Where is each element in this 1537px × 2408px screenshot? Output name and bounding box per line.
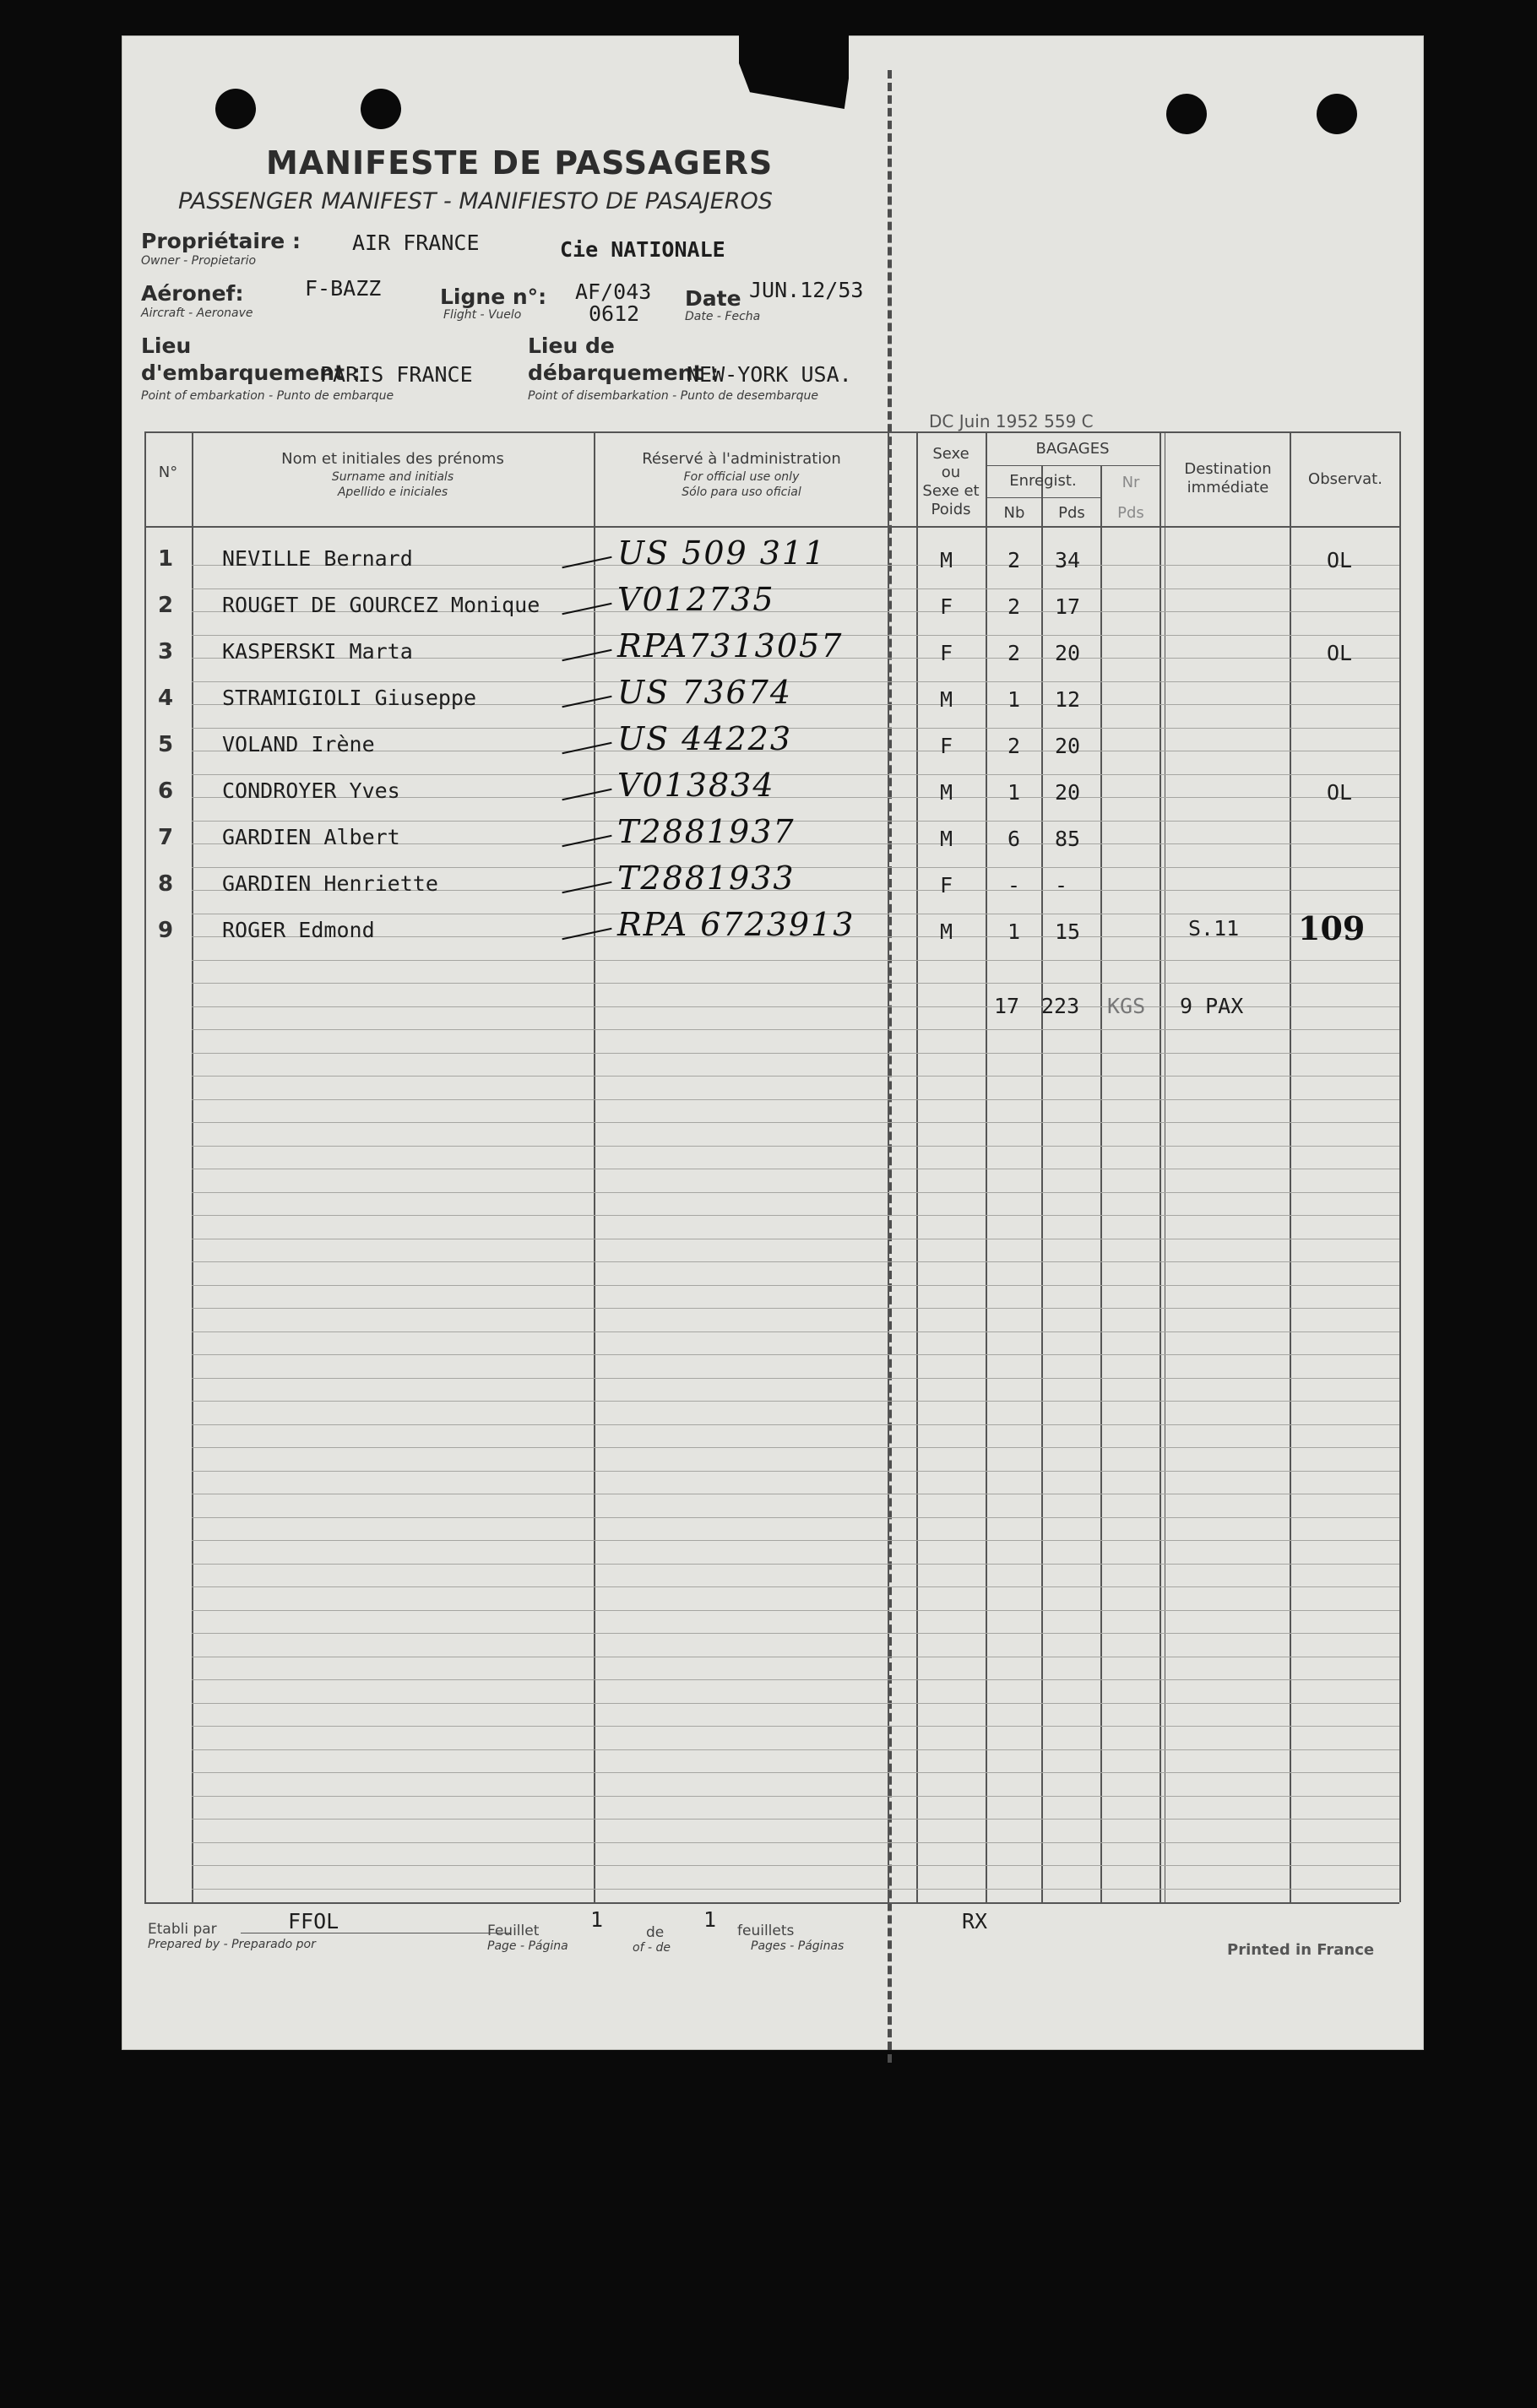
total-unit: KGS xyxy=(1107,994,1146,1018)
handwritten-tick xyxy=(562,789,611,800)
passenger-number: 1 xyxy=(158,546,174,572)
row-rule xyxy=(192,1517,1399,1518)
passenger-number: 9 xyxy=(158,918,174,943)
col-header-nr: Nr xyxy=(1122,474,1140,491)
sheets-sublabel: Pages - Páginas xyxy=(751,1939,845,1953)
col-border-10 xyxy=(1290,431,1291,1902)
rx-mark: RX xyxy=(962,1909,988,1933)
sheet-value: 1 xyxy=(590,1907,604,1932)
table-bottom-border xyxy=(144,1902,1399,1904)
passenger-name: NEVILLE Bernard xyxy=(222,546,413,571)
disembark-label-1: Lieu de xyxy=(528,334,615,358)
passenger-name: GARDIEN Albert xyxy=(222,825,400,849)
baggage-count: 2 xyxy=(1007,641,1021,665)
passenger-name: STRAMIGIOLI Giuseppe xyxy=(222,686,477,710)
col-header-admin-es: Sólo para uso oficial xyxy=(682,485,801,499)
col-header-sex-2: ou xyxy=(941,464,961,481)
handwritten-tick xyxy=(562,603,611,615)
col-header-admin: Réservé à l'administration xyxy=(642,450,841,468)
baggage-count: 2 xyxy=(1007,734,1021,758)
observation: OL xyxy=(1327,641,1353,665)
disembark-label-2: débarquement : xyxy=(528,361,720,385)
binder-tab xyxy=(739,33,849,109)
passport-number: RPA 6723913 xyxy=(617,906,855,943)
embark-label-1: Lieu xyxy=(141,334,192,358)
observation: OL xyxy=(1327,548,1353,572)
date-label: Date xyxy=(685,286,741,311)
disembark-value: NEW-YORK USA. xyxy=(687,362,852,387)
sheet-label: Feuillet xyxy=(487,1923,540,1939)
owner-label: Propriétaire : xyxy=(141,229,301,253)
page-subtitle: PASSENGER MANIFEST - MANIFIESTO DE PASAJEROS xyxy=(178,188,773,214)
row-rule xyxy=(192,1679,1399,1680)
col-border-0 xyxy=(144,431,146,1902)
handwritten-tick xyxy=(562,835,611,847)
row-rule xyxy=(192,1703,1399,1704)
row-rule xyxy=(192,960,1399,961)
col-header-sex-4: Poids xyxy=(931,501,971,518)
prepared-value: FFOL xyxy=(288,1909,339,1933)
row-rule xyxy=(192,1331,1399,1332)
aircraft-label: Aéronef: xyxy=(141,281,244,306)
owner-value: AIR FRANCE xyxy=(352,230,480,255)
handwritten-tick xyxy=(562,696,611,708)
col-header-pds: Pds xyxy=(1058,504,1085,522)
of-sublabel: of - de xyxy=(633,1941,671,1955)
flight-value: AF/043 xyxy=(575,279,652,304)
row-rule xyxy=(192,1772,1399,1773)
table-header-bottom xyxy=(144,526,1399,528)
sheets-label: feuillets xyxy=(737,1923,795,1939)
row-rule xyxy=(192,1749,1399,1750)
passport-number: T2881933 xyxy=(617,860,796,897)
owner-sublabel: Owner - Propietario xyxy=(141,254,257,268)
row-rule xyxy=(192,1285,1399,1286)
row-rule xyxy=(192,728,1399,729)
passenger-sex: M xyxy=(940,827,953,851)
baggage-count: 1 xyxy=(1007,780,1021,805)
table-top-border xyxy=(144,431,1399,433)
total-nb: 17 xyxy=(994,994,1020,1018)
baggage-weight: 17 xyxy=(1055,594,1081,619)
passenger-sex: F xyxy=(940,594,953,619)
passenger-sex: M xyxy=(940,548,953,572)
col-header-name-en: Surname and initials xyxy=(331,470,454,484)
date-sublabel: Date - Fecha xyxy=(685,310,761,323)
row-rule xyxy=(192,1540,1399,1541)
passport-number: T2881937 xyxy=(617,813,796,850)
row-rule xyxy=(192,1053,1399,1054)
passport-number: US 44223 xyxy=(617,720,793,757)
baggage-count: 2 xyxy=(1007,594,1021,619)
row-rule xyxy=(192,1726,1399,1727)
embark-sublabel: Point of embarkation - Punto de embarque xyxy=(141,389,394,403)
row-rule xyxy=(192,1610,1399,1611)
passenger-name: ROGER Edmond xyxy=(222,918,375,942)
embark-value: PARIS FRANCE xyxy=(320,362,473,387)
baggage-weight: 20 xyxy=(1055,734,1081,758)
col-header-sex-3: Sexe et xyxy=(922,482,980,500)
row-rule xyxy=(192,1564,1399,1565)
of-label: de xyxy=(646,1924,665,1941)
passenger-sex: M xyxy=(940,919,953,944)
baggage-count: - xyxy=(1007,873,1021,898)
col-border-4 xyxy=(916,431,918,1902)
disembark-sublabel: Point of disembarkation - Punto de desembarque xyxy=(528,389,818,403)
row-rule xyxy=(192,1215,1399,1216)
row-rule xyxy=(192,1354,1399,1355)
row-rule xyxy=(192,1471,1399,1472)
passenger-name: ROUGET DE GOURCEZ Monique xyxy=(222,593,540,617)
flight-label: Ligne n°: xyxy=(440,285,547,309)
passenger-name: GARDIEN Henriette xyxy=(222,871,438,896)
row-rule xyxy=(192,1146,1399,1147)
handwritten-tick xyxy=(562,556,611,568)
passenger-number: 8 xyxy=(158,871,174,897)
punch-hole-3 xyxy=(1166,94,1207,134)
flight-value-2: 0612 xyxy=(589,301,640,326)
embark-label-2: d'embarquement : xyxy=(141,361,361,385)
col-border-8 xyxy=(1160,431,1161,1902)
row-rule xyxy=(192,1889,1399,1890)
baggage-weight: 85 xyxy=(1055,827,1081,851)
row-rule xyxy=(192,1401,1399,1402)
row-rule xyxy=(192,1842,1399,1843)
sheet-sublabel: Page - Página xyxy=(487,1939,568,1953)
total-pax: 9 PAX xyxy=(1180,994,1244,1018)
col-header-admin-en: For official use only xyxy=(683,470,800,484)
prepared-sublabel: Prepared by - Preparado por xyxy=(148,1938,316,1951)
passenger-number: 7 xyxy=(158,825,174,850)
of-value: 1 xyxy=(703,1907,717,1932)
row-rule xyxy=(192,1586,1399,1587)
row-rule xyxy=(192,1424,1399,1425)
observation: OL xyxy=(1327,780,1353,805)
row-rule xyxy=(192,1029,1399,1030)
col-border-3 xyxy=(888,431,889,1902)
passport-number: RPA7313057 xyxy=(617,627,844,664)
passenger-number: 2 xyxy=(158,593,174,618)
handwritten-tick xyxy=(562,742,611,754)
passport-number: V012735 xyxy=(617,581,775,618)
col-header-name: Nom et initiales des prénoms xyxy=(281,450,504,468)
page-title: MANIFESTE DE PASSAGERS xyxy=(266,144,774,182)
punch-hole-2 xyxy=(361,89,401,129)
baggage-count: 2 xyxy=(1007,548,1021,572)
punch-hole-4 xyxy=(1317,94,1357,134)
col-header-destination: Destination xyxy=(1184,460,1272,478)
passenger-name: VOLAND Irène xyxy=(222,732,375,757)
row-rule xyxy=(192,588,1399,589)
row-rule xyxy=(192,1308,1399,1309)
baggage-count: 1 xyxy=(1007,687,1021,712)
passenger-number: 3 xyxy=(158,639,174,664)
passenger-number: 6 xyxy=(158,778,174,804)
col-header-observ: Observat. xyxy=(1308,470,1382,488)
row-rule xyxy=(192,867,1399,868)
row-rule xyxy=(192,1378,1399,1379)
manifest-sheet xyxy=(122,35,1424,2050)
aircraft-sublabel: Aircraft - Aeronave xyxy=(141,306,253,320)
passenger-number: 5 xyxy=(158,732,174,757)
row-rule xyxy=(192,1076,1399,1077)
col-header-nb: Nb xyxy=(1003,504,1025,522)
baggage-weight: 34 xyxy=(1055,548,1081,572)
baggage-header-divider xyxy=(986,465,1160,466)
col-header-name-es: Apellido e iniciales xyxy=(337,485,448,499)
row-rule xyxy=(192,983,1399,984)
row-rule xyxy=(192,821,1399,822)
observation: 109 xyxy=(1298,909,1366,947)
handwritten-tick xyxy=(562,649,611,661)
baggage-weight: 12 xyxy=(1055,687,1081,712)
baggage-count: 6 xyxy=(1007,827,1021,851)
row-rule xyxy=(192,1633,1399,1634)
col-header-nr-pds: Pds xyxy=(1117,504,1144,522)
passport-number: V013834 xyxy=(617,767,775,804)
col-border-1 xyxy=(192,431,193,1902)
passport-number: US 73674 xyxy=(617,674,793,711)
row-rule xyxy=(192,1261,1399,1262)
row-rule xyxy=(192,1099,1399,1100)
col-header-sex-1: Sexe xyxy=(932,445,969,463)
total-pds: 223 xyxy=(1041,994,1080,1018)
printed-in-france: Printed in France xyxy=(1227,1941,1375,1959)
punch-hole-1 xyxy=(215,89,256,129)
handwritten-tick xyxy=(562,928,611,940)
row-rule xyxy=(192,681,1399,682)
registered-header-divider xyxy=(986,497,1100,498)
baggage-count: 1 xyxy=(1007,919,1021,944)
col-border-11 xyxy=(1399,431,1401,1902)
prepared-label: Etabli par xyxy=(148,1921,217,1938)
row-rule xyxy=(192,1819,1399,1820)
passenger-number: 4 xyxy=(158,686,174,711)
baggage-weight: - xyxy=(1055,873,1068,898)
col-header-immediate: immédiate xyxy=(1187,479,1269,496)
flight-sublabel: Flight - Vuelo xyxy=(443,308,522,322)
col-header-registered: Enregist. xyxy=(1009,472,1077,490)
passenger-sex: F xyxy=(940,641,953,665)
passenger-name: CONDROYER Yves xyxy=(222,778,400,803)
owner-extra: Cie NATIONALE xyxy=(560,237,725,262)
baggage-weight: 20 xyxy=(1055,641,1081,665)
row-rule xyxy=(192,1865,1399,1866)
destination: S.11 xyxy=(1188,916,1240,941)
passenger-sex: F xyxy=(940,873,953,898)
passport-number: US 509 311 xyxy=(617,534,827,572)
row-rule xyxy=(192,1447,1399,1448)
baggage-weight: 20 xyxy=(1055,780,1081,805)
form-code: DC Juin 1952 559 C xyxy=(929,411,1094,431)
passenger-name: KASPERSKI Marta xyxy=(222,639,413,664)
row-rule xyxy=(192,1192,1399,1193)
row-rule xyxy=(192,1796,1399,1797)
col-header-no: N° xyxy=(158,464,178,481)
col-header-baggage: BAGAGES xyxy=(1035,440,1110,458)
row-rule xyxy=(192,1122,1399,1123)
passenger-sex: M xyxy=(940,687,953,712)
baggage-weight: 15 xyxy=(1055,919,1081,944)
handwritten-tick xyxy=(562,881,611,893)
date-value: JUN.12/53 xyxy=(749,278,864,302)
passenger-sex: F xyxy=(940,734,953,758)
row-rule xyxy=(192,774,1399,775)
col-border-5 xyxy=(986,431,987,1902)
aircraft-value: F-BAZZ xyxy=(305,276,382,301)
passenger-sex: M xyxy=(940,780,953,805)
